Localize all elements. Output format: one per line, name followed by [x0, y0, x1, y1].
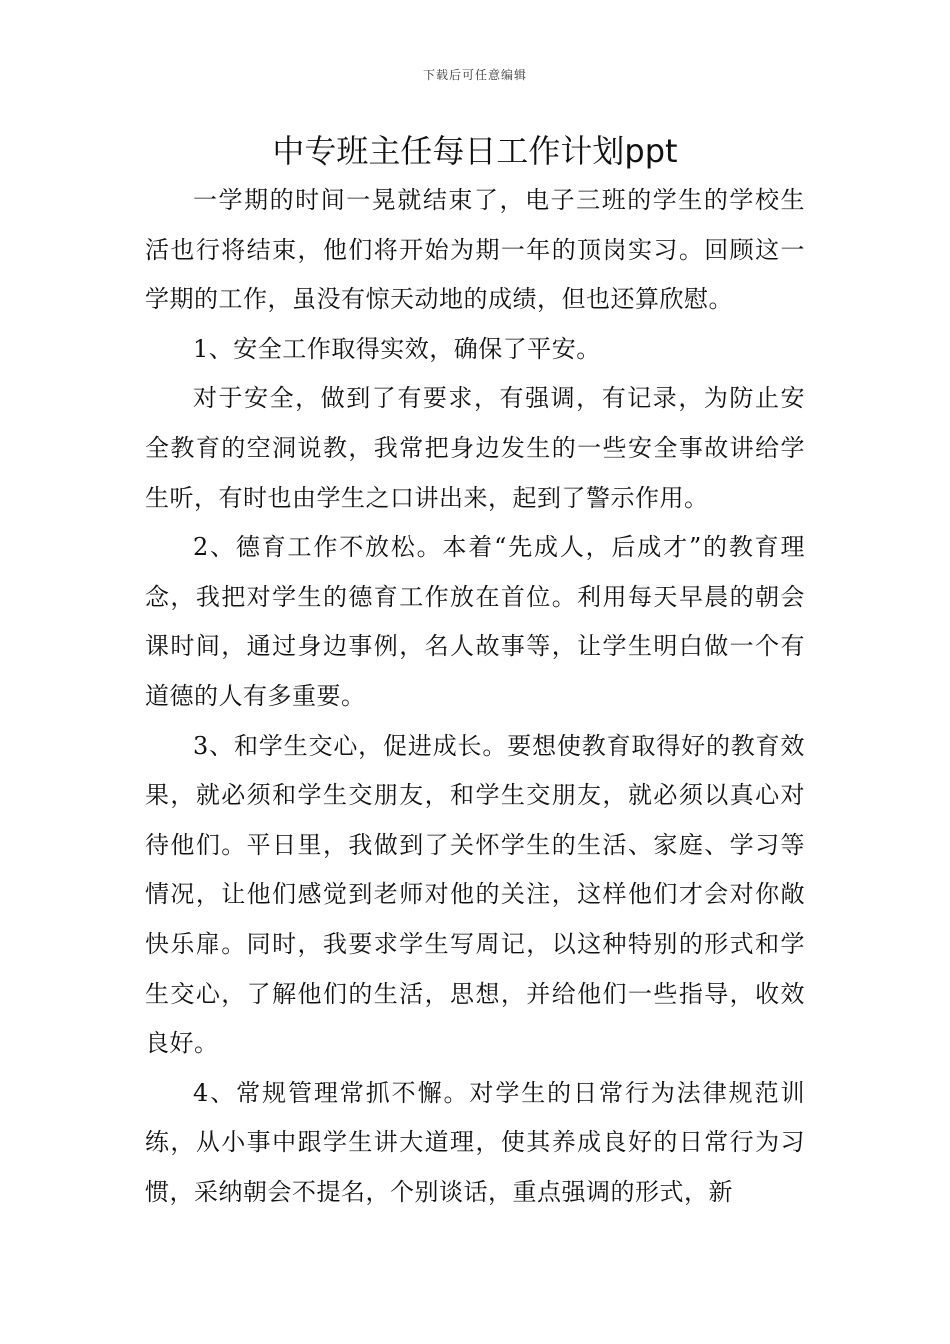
document-title: 中专班主任每日工作计划ppt [272, 132, 678, 170]
paragraph-intro: 一学期的时间一晃就结束了，电子三班的学生的学校生活也行将结束，他们将开始为期一年的顶岗实习。回顾这一学期的工作，虽没有惊天动地的成绩，但也还算欣慰。 [145, 186, 805, 314]
paragraph-safety-detail: 对于安全，做到了有要求，有强调，有记录，为防止安全教育的空洞说教，我常把身边发生的一些安全事故讲给学生听，有时也由学生之口讲出来，起到了警示作用。 [145, 384, 805, 512]
paragraph-safety-heading: 1、安全工作取得实效，确保了平安。 [193, 334, 601, 363]
document-body [145, 176, 805, 1217]
paragraph-moral-education: 2、德育工作不放松。本着“先成人，后成才”的教育理念，我把对学生的德育工作放在首位。利用每天早晨的朝会课时间，通过身边事例，名人故事等，让学生明白做一个有道德的人有多重要。 [145, 533, 805, 710]
paragraph-heart-to-heart: 3、和学生交心，促进成长。要想使教育取得好的教育效果，就必须和学生交朋友，和学生交朋友，就必须以真心对待他们。平日里，我做到了关怀学生的生活、家庭、学习等情况，让他们感觉到老师对他的关注，这样他们才会对你敞快乐扉。同时，我要求学生写周记，以这种特别的形式和学生交心，了解他们的生活，思想，并给他们一些指导，收效良好。 [145, 731, 805, 1058]
header-note: 下载后可任意编辑 [422, 68, 527, 82]
paragraph-routine-management: 4、常规管理常抓不懈。对学生的日常行为法律规范训练，从小事中跟学生讲大道理，使其养成良好的日常行为习惯，采纳朝会不提名，个别谈话，重点强调的形式，新 [145, 1078, 805, 1206]
